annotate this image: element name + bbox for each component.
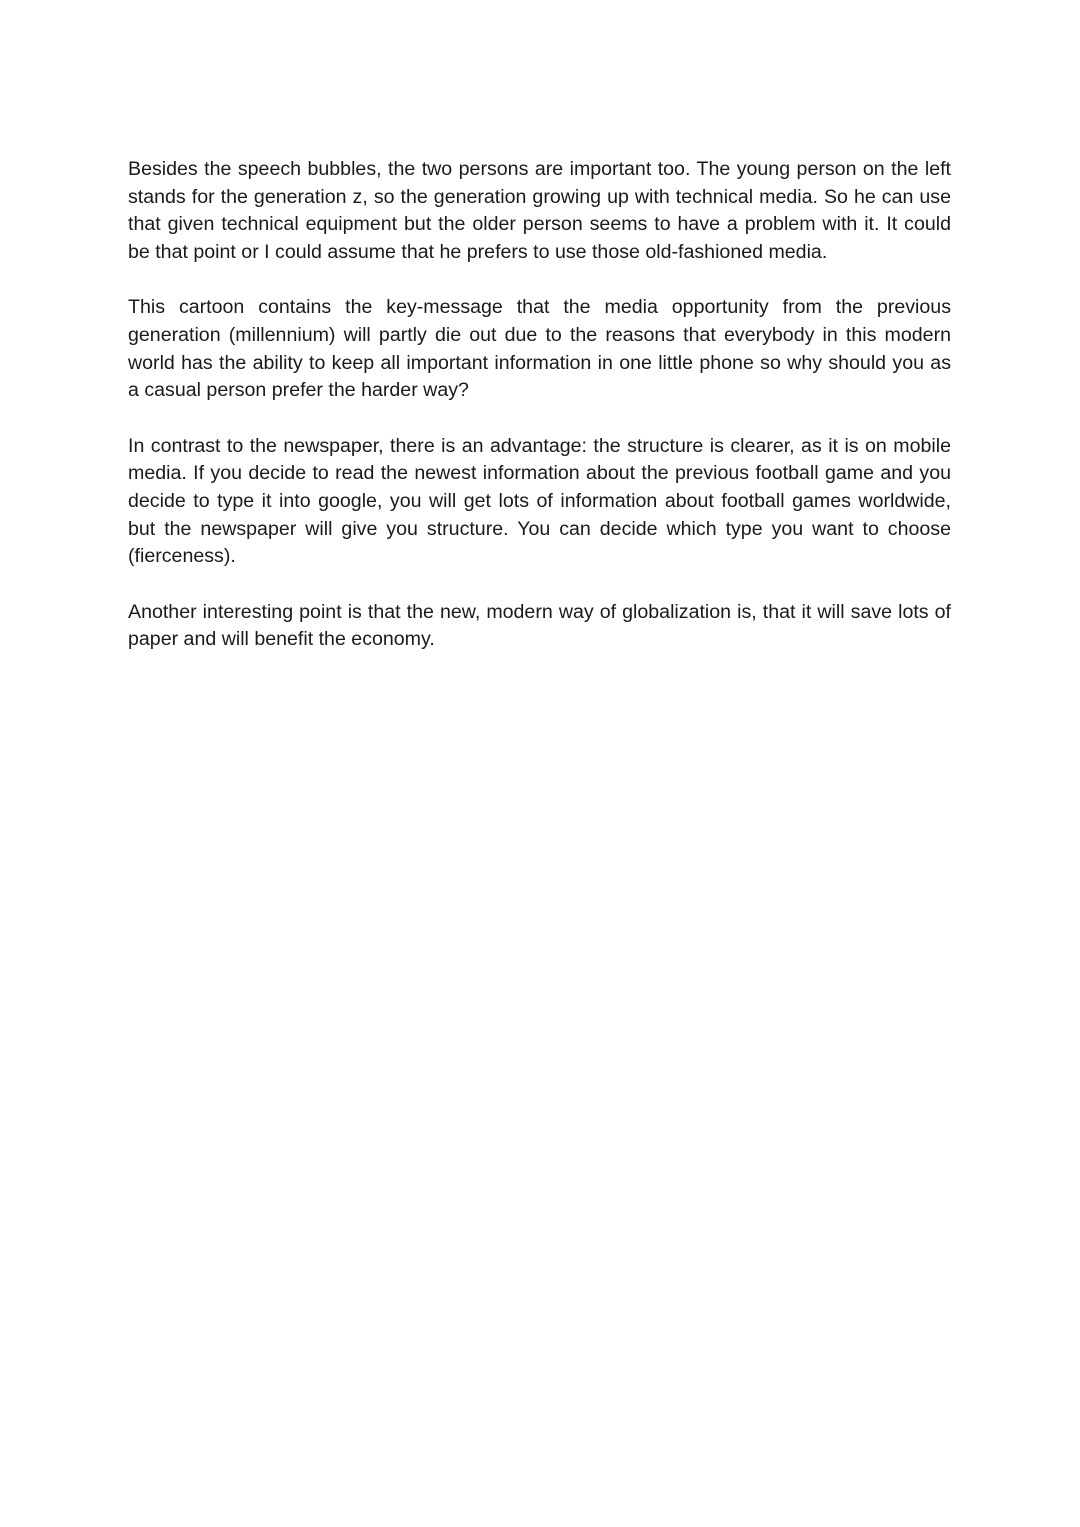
paragraph-speech-bubbles: Besides the speech bubbles, the two persons are important too. The young person on the left stands for the generation z, so the generation growing up with technical media. So he can use that given technical equipment but the older person seems to have a problem with it. It could be that point or I could assume that he prefers to use those old-fashioned media. <box>128 158 951 263</box>
paragraph-newspaper-contrast: In contrast to the newspaper, there is an advantage: the structure is clearer, as it is on mobile media. If you decide to read the newest information about the previous football game and you decide to type it into google, you will get lots of information about football games worldwide, but the newspaper will give you structure. You can decide which type you want to choose (fierceness). <box>128 434 951 568</box>
document-body <box>128 156 951 654</box>
paragraph-key-message: This cartoon contains the key-message that the media opportunity from the previous generation (millennium) will partly die out due to the reasons that everybody in this modern world has the ability to keep all important information in one little phone so why should you as a casual person prefer the harder way? <box>128 296 951 402</box>
paragraph-globalization: Another interesting point is that the new, modern way of globalization is, that it will save lots of paper and will benefit the economy. <box>128 600 951 651</box>
